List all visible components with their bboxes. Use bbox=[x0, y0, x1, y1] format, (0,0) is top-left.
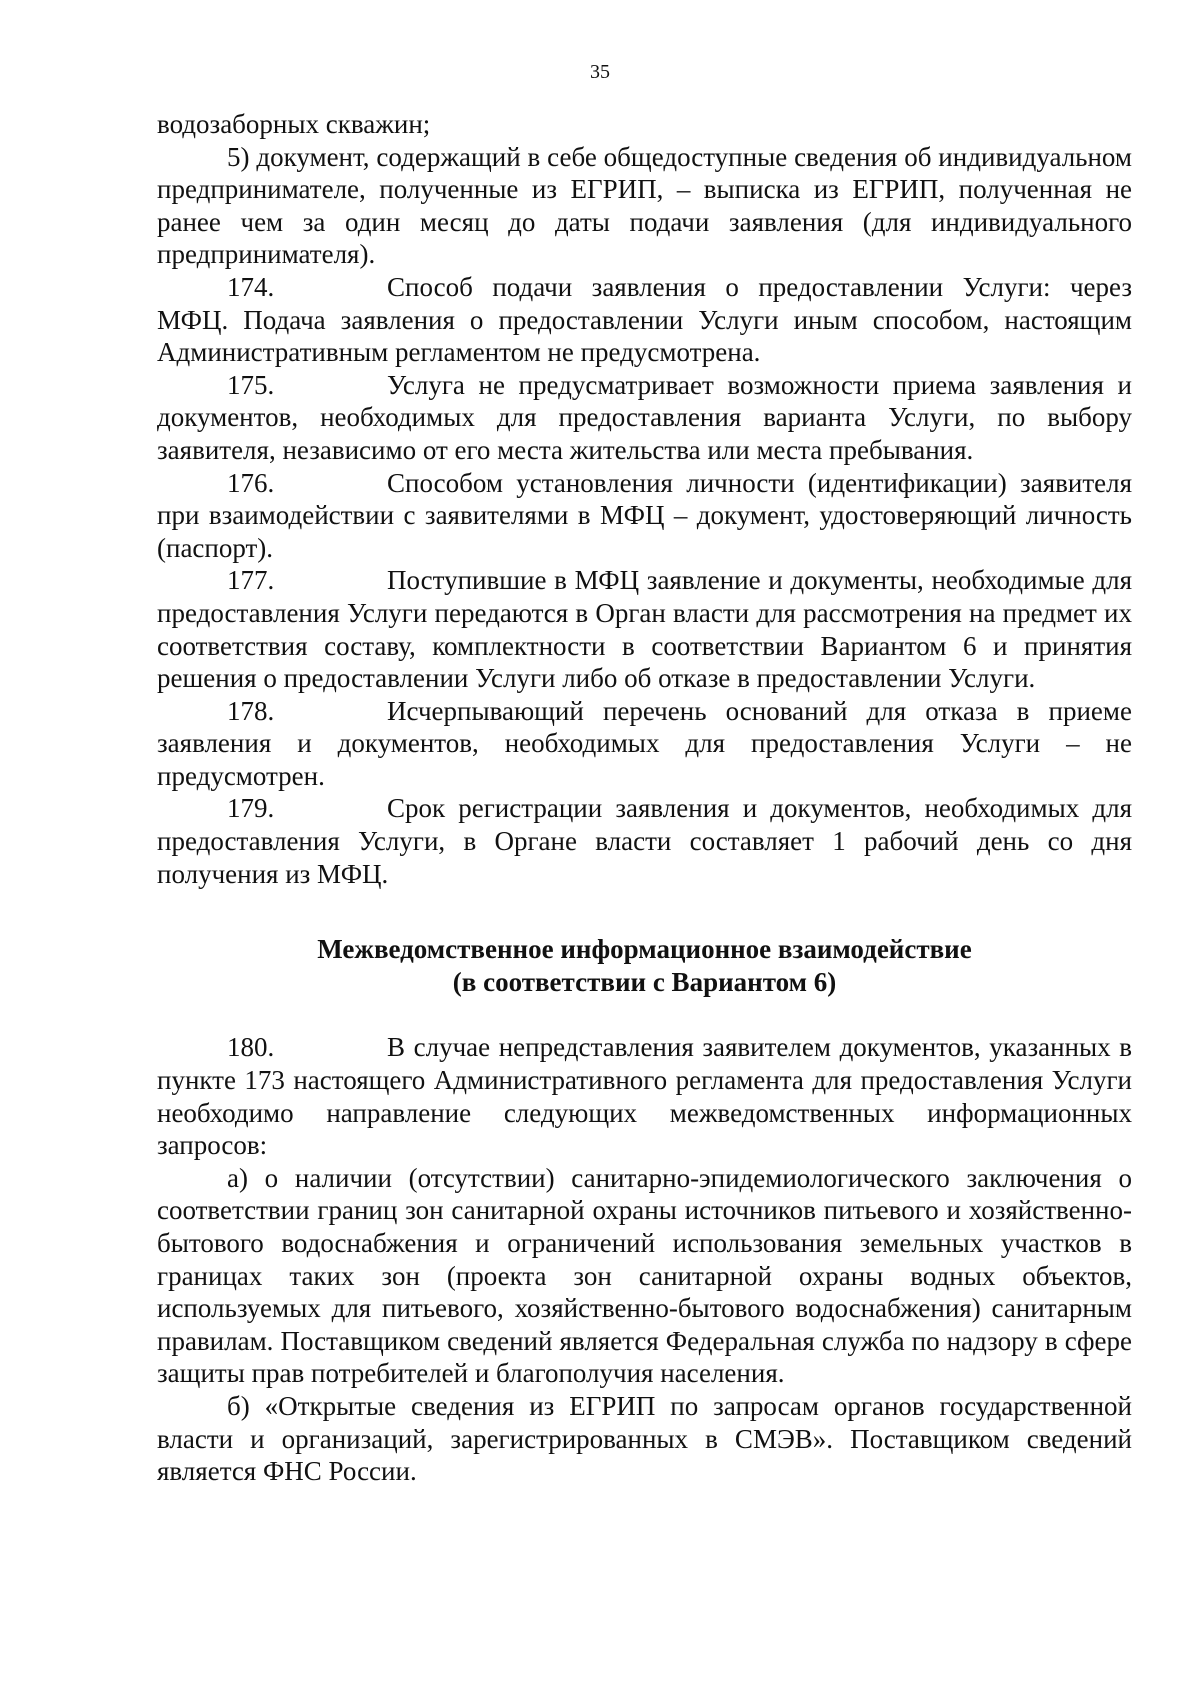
clause-text: Способ подачи заявления о предоставлении Услуги: через МФЦ. Подача заявления о предоставлении Услуги иным способом, настоящим Административным регламентом не предусмотрена. bbox=[157, 271, 1132, 368]
spacer bbox=[157, 890, 1132, 933]
clause-177 bbox=[157, 564, 1132, 694]
clause-number: 178. bbox=[227, 695, 275, 726]
spacer bbox=[157, 998, 1132, 1031]
clause-number: 175. bbox=[227, 369, 275, 400]
clause-176 bbox=[157, 467, 1132, 565]
clause-180 bbox=[157, 1031, 1132, 1161]
clause-178 bbox=[157, 695, 1132, 793]
clause-174 bbox=[157, 271, 1132, 369]
clause-text: Поступившие в МФЦ заявление и документы, необходимые для предоставления Услуги передаются в Орган власти для рассмотрения на предмет их соответствия составу, комплектности в соответствии Вариантом 6 и принятия решения о предоставлении Услуги либо об отказе в предоставлении Услуги. bbox=[157, 565, 1132, 694]
clause-text: Исчерпывающий перечень оснований для отказа в приеме заявления и документов, необходимых для предоставления Услуги – не предусмотрен. bbox=[157, 695, 1132, 791]
list-item-a: а) о наличии (отсутствии) санитарно-эпидемиологического заключения о соответствии границ зон санитарной охраны источников питьевого и хозяйственно-бытового водоснабжения и ограничений использования земельных участков в границах таких зон (проекта зон санитарной охраны водных объектов, используемых для питьевого, хозяйственно-бытового водоснабжения) санитарным правилам. Поставщиком сведений является Федеральная служба по надзору в сфере защиты прав потребителей и благополучия населения. bbox=[157, 1162, 1132, 1389]
clause-text: Способом установления личности (идентификации) заявителя при взаимодействии с заявителями в МФЦ – документ, удостоверяющий личность (паспорт). bbox=[157, 467, 1132, 563]
list-item-5: 5) документ, содержащий в себе общедоступные сведения об индивидуальном предпринимателе, полученные из ЕГРИП, – выписка из ЕГРИП, полученная не ранее чем за один месяц до даты подачи заявления (для индивидуального предпринимателя). bbox=[157, 141, 1132, 270]
clause-number: 179. bbox=[227, 793, 275, 824]
clause-number: 174. bbox=[227, 271, 275, 302]
clause-text: В случае непредставления заявителем документов, указанных в пункте 173 настоящего Административного регламента для предоставления Услуги необходимо направление следующих межведомственных информационных запросов: bbox=[157, 1032, 1132, 1161]
clause-number: 177. bbox=[227, 565, 275, 596]
document-body bbox=[157, 108, 1132, 1488]
section-heading-line-1: Межведомственное информационное взаимодействие bbox=[317, 934, 972, 965]
clause-179 bbox=[157, 792, 1132, 890]
page-number: 35 bbox=[590, 61, 610, 83]
section-heading-line-2: (в соответствии с Вариантом 6) bbox=[452, 966, 837, 997]
clause-text: Срок регистрации заявления и документов, необходимых для предоставления Услуги, в Органе власти составляет 1 рабочий день со дня получения из МФЦ. bbox=[157, 793, 1132, 889]
clause-number: 180. bbox=[227, 1032, 275, 1063]
clause-number: 176. bbox=[227, 467, 275, 498]
continuation-text: водозаборных скважин; bbox=[157, 109, 431, 139]
clause-175 bbox=[157, 369, 1132, 467]
clause-text: Услуга не предусматривает возможности приема заявления и документов, необходимых для предоставления варианта Услуги, по выбору заявителя, независимо от его места жительства или места пребывания. bbox=[157, 369, 1132, 465]
list-item-b: б) «Открытые сведения из ЕГРИП по запросам органов государственной власти и организаций, зарегистрированных в СМЭВ». Поставщиком сведений является ФНС России. bbox=[157, 1390, 1132, 1487]
